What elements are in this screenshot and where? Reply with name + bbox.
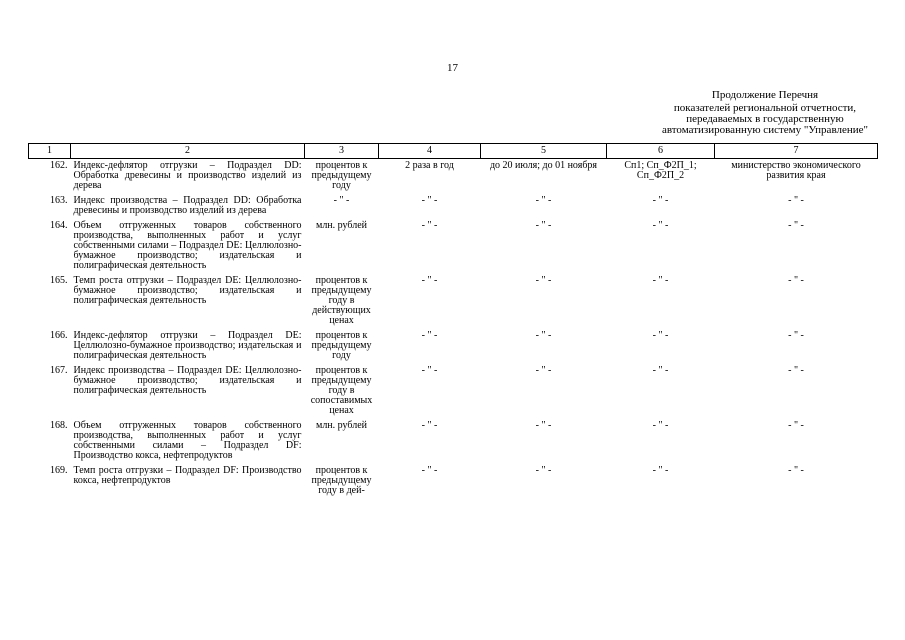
column-header: 4 [379, 144, 481, 159]
report-forms: - " - [652, 195, 669, 206]
indicator-name: Объем отгруженных товаров собственного производства, выполненных работ и услуг собственными силами – Подраздел DF: Производство кокса, нефтепродуктов [73, 420, 302, 461]
responsible: - " - [788, 195, 804, 206]
report-forms: Сп1; Сп_Ф2П_1; Сп_Ф2П_2 [624, 160, 697, 181]
deadline: - " - [535, 275, 552, 286]
periodicity: - " - [421, 195, 438, 206]
row-number: 169. [50, 465, 68, 476]
report-forms: - " - [652, 465, 669, 476]
responsible: - " - [788, 365, 804, 376]
report-forms: - " - [652, 220, 669, 231]
column-header: 1 [29, 144, 71, 159]
unit: процентов к предыдущему году в дей- [311, 465, 372, 496]
indicator-name: Темп роста отгрузки – Подраздел DE: Целлюлозно-бумажное производство; издательская и полиграфическая деятельность [73, 275, 302, 306]
responsible: - " - [788, 275, 804, 286]
column-header: 2 [71, 144, 305, 159]
indicator-name: Индекс производства – Подраздел DD: Обработка древесины и производство изделий из дерева [73, 195, 302, 216]
row-number: 165. [50, 275, 68, 286]
deadline: - " - [535, 465, 552, 476]
table-row [29, 276, 878, 331]
indicator-name: Индекс производства – Подраздел DE: Целлюлозно-бумажное производство; издательская и полиграфическая деятельность [73, 365, 302, 396]
indicator-name: Темп роста отгрузки – Подраздел DF: Производство кокса, нефтепродуктов [73, 465, 302, 486]
indicator-name: Индекс-дефлятор отгрузки – Подраздел DD: Обработка древесины и производство изделий из дерева [73, 160, 302, 191]
row-number: 166. [50, 330, 68, 341]
periodicity: - " - [421, 275, 438, 286]
unit: млн. рублей [315, 420, 368, 431]
responsible: - " - [788, 220, 804, 231]
report-forms: - " - [652, 420, 669, 431]
unit: процентов к предыдущему году [311, 330, 372, 361]
periodicity: - " - [421, 420, 438, 431]
row-number: 162. [50, 160, 68, 171]
unit: - " - [333, 195, 350, 206]
column-header: 7 [715, 144, 878, 159]
deadline: - " - [535, 220, 552, 231]
caption-line: показателей региональной отчетности, [673, 102, 857, 114]
deadline: - " - [535, 330, 552, 341]
unit: процентов к предыдущему году [311, 160, 372, 191]
deadline: - " - [535, 195, 552, 206]
periodicity: 2 раза в год [405, 160, 454, 171]
table-row [29, 159, 878, 197]
table-row [29, 366, 878, 421]
column-header: 3 [305, 144, 379, 159]
indicators-table [28, 143, 878, 501]
table-header-row [29, 144, 878, 159]
periodicity: - " - [421, 220, 438, 231]
responsible: - " - [788, 330, 804, 341]
deadline: - " - [535, 420, 552, 431]
table-row [29, 331, 878, 366]
report-forms: - " - [652, 330, 669, 341]
unit: процентов к предыдущему году в действующих ценах [311, 275, 372, 326]
responsible: - " - [788, 465, 804, 476]
indicator-name: Объем отгруженных товаров собственного производства, выполненных работ и услуг собственными силами – Подраздел DE: Целлюлозно-бумажное производство; издательская и полиграфическая деятельность [73, 220, 302, 271]
row-number: 167. [50, 365, 68, 376]
unit: процентов к предыдущему году в сопоставимых ценах [310, 365, 373, 416]
periodicity: - " - [421, 365, 438, 376]
indicator-name: Индекс-дефлятор отгрузки – Подраздел DE: Целлюлозно-бумажное производство; издательская и полиграфическая деятельность [73, 330, 302, 361]
caption-continuation: Продолжение Перечня [711, 89, 819, 101]
table-caption [595, 90, 905, 136]
periodicity: - " - [421, 330, 438, 341]
caption-line: передаваемых в государственную [686, 113, 844, 125]
row-number: 164. [50, 220, 68, 231]
unit: млн. рублей [315, 220, 368, 231]
row-number: 163. [50, 195, 68, 206]
report-forms: - " - [652, 365, 669, 376]
deadline: - " - [535, 365, 552, 376]
report-forms: - " - [652, 275, 669, 286]
responsible: - " - [788, 420, 804, 431]
table-row [29, 421, 878, 466]
column-header: 6 [607, 144, 715, 159]
responsible: министерство экономического развития края [731, 160, 861, 181]
deadline: до 20 июля; до 01 ноября [489, 160, 598, 171]
table-row [29, 196, 878, 221]
periodicity: - " - [421, 465, 438, 476]
row-number: 168. [50, 420, 68, 431]
column-header: 5 [481, 144, 607, 159]
page-number: 17 [447, 62, 458, 74]
table-row [29, 466, 878, 501]
caption-line: автоматизированную систему "Управление" [661, 124, 869, 136]
table-row [29, 221, 878, 276]
